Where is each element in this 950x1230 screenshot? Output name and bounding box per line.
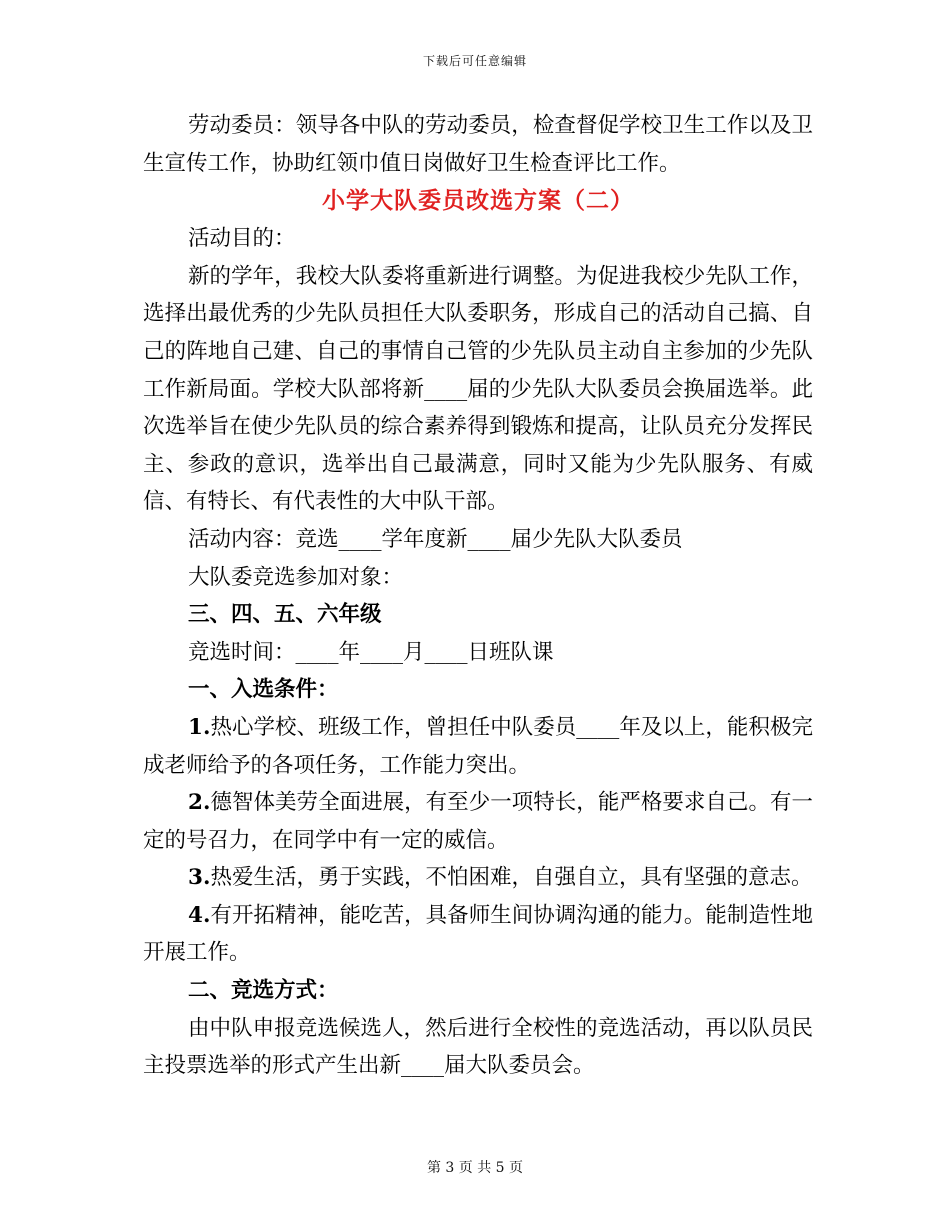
section-title: 小学大队委员改选方案（二） bbox=[322, 187, 634, 215]
criteria-number: 1. bbox=[188, 714, 211, 740]
paragraph-activity-content: 活动内容：竞选____学年度新____届少先队大队委员 bbox=[188, 526, 683, 552]
heading-selection-criteria: 一、入选条件： bbox=[188, 677, 339, 703]
paragraph-election-time: 竞选时间：____年____月____日班队课 bbox=[188, 639, 554, 665]
paragraph-activity-purpose: 新的学年，我校大队委将重新进行调整。为促进我校少先队工作，选择出最优秀的少先队员担任大队委职务，形成自己的活动自己搞、自己的阵地自己建、自己的事情自己管的少先队员主动自主参加的少先队工作新局面。学校大队部将新____届的少先队大队委员会换届选举。此次选举旨在使少先队员的综合素养得到锻炼和提高，让队员充分发挥民主、参政的意识，选举出自己最满意，同时又能为少先队服务、有威信、有特长、有代表性的大中队干部。 bbox=[143, 263, 813, 515]
criteria-number: 3. bbox=[188, 865, 211, 891]
criteria-number: 4. bbox=[188, 902, 211, 928]
criteria-text: 德智体美劳全面进展，有至少一项特长，能严格要求自己。有一定的号召力，在同学中有一定的威信。 bbox=[143, 790, 813, 853]
criteria-number: 2. bbox=[188, 790, 211, 816]
paragraph-election-method: 由中队申报竞选候选人，然后进行全校性的竞选活动，再以队员民主投票选举的形式产生出新____届大队委员会。 bbox=[143, 1015, 813, 1079]
document-body bbox=[143, 107, 813, 1085]
paragraph-activity-purpose-label: 活动目的： bbox=[188, 226, 296, 252]
criteria-text: 热爱生活，勇于实践，不怕困难，自强自立，具有坚强的意志。 bbox=[210, 865, 813, 891]
criteria-text: 热心学校、班级工作，曾担任中队委员____年及以上，能积极完成老师给予的各项任务，工作能力突出。 bbox=[143, 714, 813, 778]
criteria-item-4 bbox=[143, 897, 813, 972]
page-footer-number: 第 3 页 共 5 页 bbox=[426, 1160, 524, 1176]
criteria-item-2 bbox=[143, 784, 813, 859]
criteria-item-3 bbox=[143, 859, 813, 897]
paragraph-participants-label: 大队委竞选参加对象： bbox=[188, 564, 404, 590]
heading-election-method: 二、竞选方式： bbox=[188, 978, 339, 1004]
paragraph-grades: 三、四、五、六年级 bbox=[188, 602, 382, 628]
paragraph-labor-committee: 劳动委员：领导各中队的劳动委员，检查督促学校卫生工作以及卫生宣传工作，协助红领巾值日岗做好卫生检查评比工作。 bbox=[143, 113, 813, 176]
criteria-item-1 bbox=[143, 709, 813, 784]
page-header-note: 下载后可任意编辑 bbox=[422, 54, 527, 68]
criteria-text: 有开拓精神，能吃苦，具备师生间协调沟通的能力。能制造性地开展工作。 bbox=[143, 902, 813, 966]
